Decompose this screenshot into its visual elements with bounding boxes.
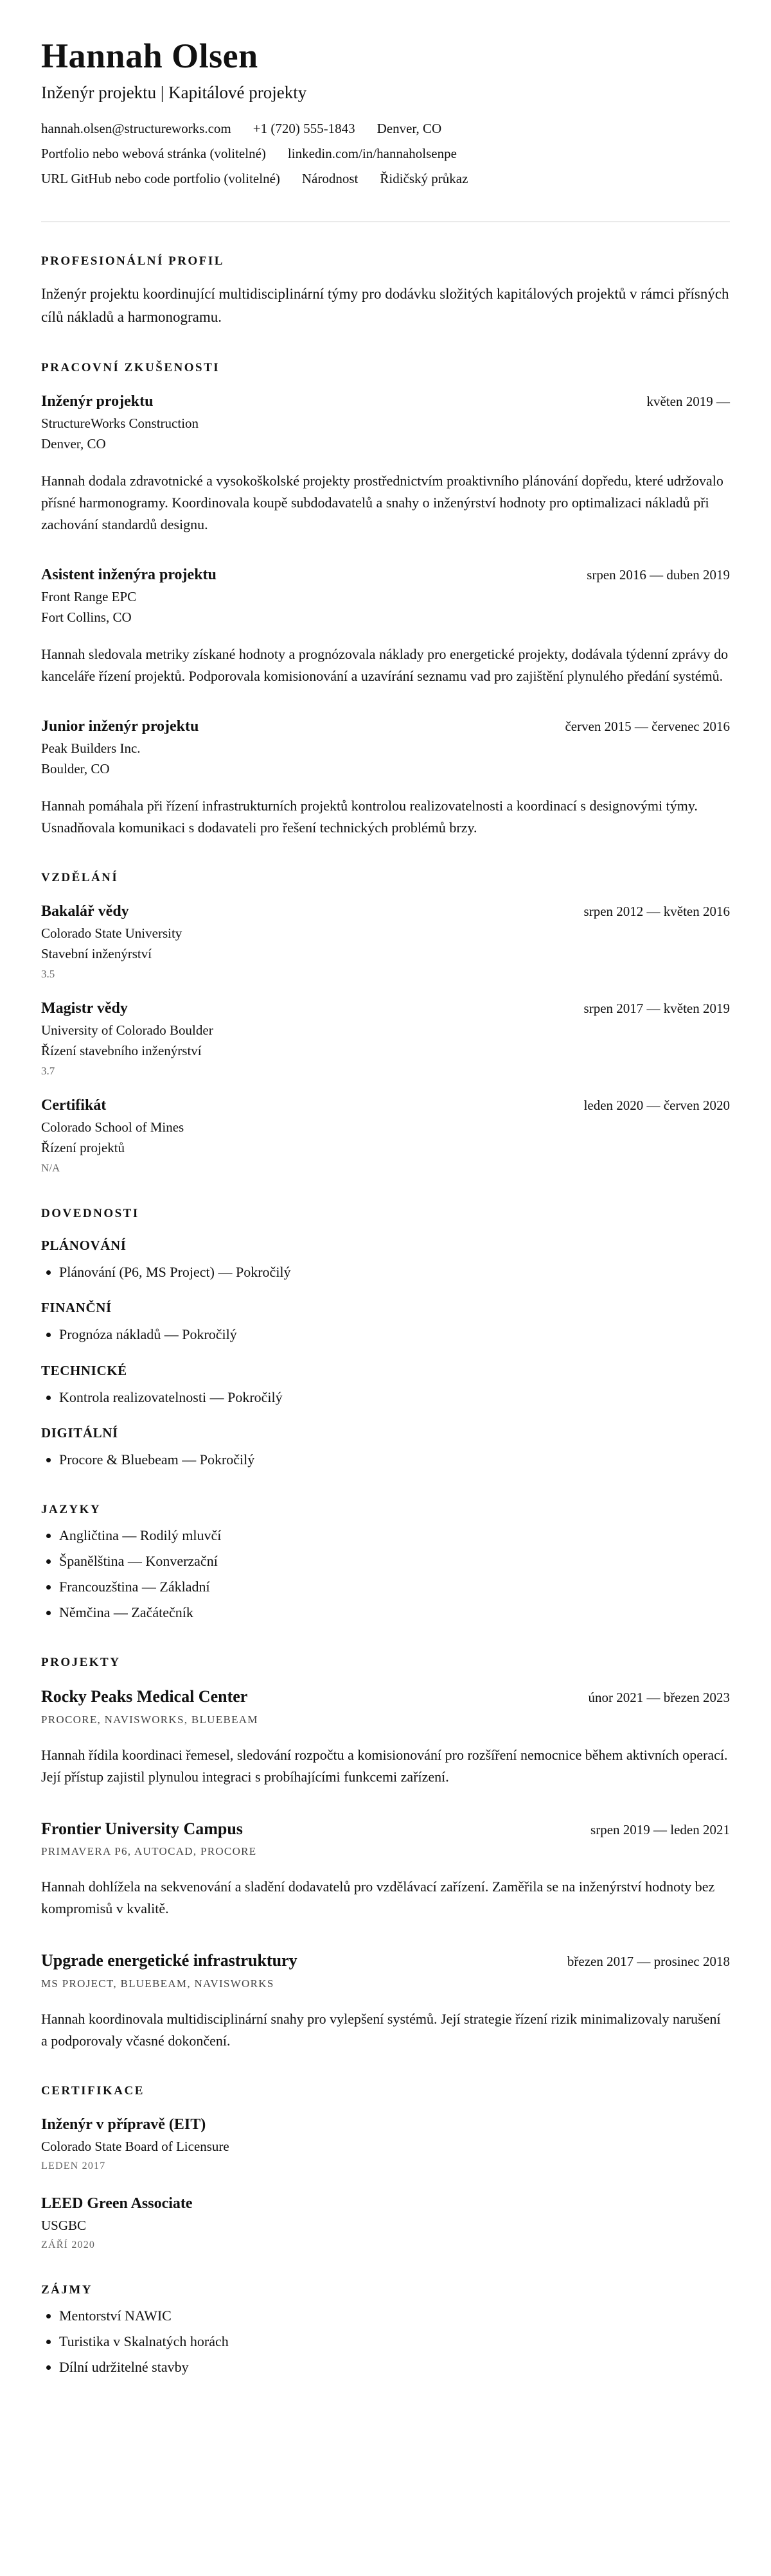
job-location: Boulder, CO <box>41 761 110 777</box>
education-gpa: 3.5 <box>41 968 55 981</box>
contact-row-1 <box>41 121 730 137</box>
project-entry-header <box>41 1687 730 1708</box>
job-title: Asistent inženýra projektu <box>41 566 217 583</box>
education-school: Colorado State University <box>41 925 182 942</box>
project-entry <box>41 1687 730 1788</box>
job-description: Hannah pomáhala při řízení infrastrukturních projektů kontrolou realizovatelnosti a koordinací s designovými týmy. Usnadňovala komunikaci s dodavateli pro řešení technických problémů brzy. <box>41 798 698 836</box>
section-languages <box>41 1503 730 1624</box>
contact-github: URL GitHub nebo code portfolio (volitelné) <box>41 171 280 187</box>
job-title: Junior inženýr projektu <box>41 718 199 735</box>
skill-list <box>41 1261 730 1283</box>
job-entry <box>41 565 730 687</box>
section-certifications <box>41 2084 730 2251</box>
certification-name: Inženýr v přípravě (EIT) <box>41 2116 206 2134</box>
skill-category <box>41 1425 730 1471</box>
interest-item: • Dílní udržitelné stavby <box>59 2356 730 2378</box>
education-field: Stavební inženýrství <box>41 946 152 962</box>
interest-list <box>41 2305 730 2378</box>
education-gpa: N/A <box>41 1162 60 1175</box>
candidate-title: Inženýr projektu | Kapitálové projekty <box>41 83 307 103</box>
job-entry-header <box>41 717 730 736</box>
education-entry-header <box>41 902 730 921</box>
section-heading-education: VZDĚLÁNÍ <box>41 871 119 885</box>
certification-date: ZÁŘÍ 2020 <box>41 2239 96 2251</box>
job-company: Peak Builders Inc. <box>41 740 141 757</box>
certification-entry <box>41 2194 730 2251</box>
job-entry <box>41 392 730 536</box>
education-entry <box>41 902 730 981</box>
project-dates: březen 2017 — prosinec 2018 <box>567 1954 730 1970</box>
language-item: • Angličtina — Rodilý mluvčí <box>59 1525 730 1546</box>
job-company: StructureWorks Construction <box>41 415 199 431</box>
skill-list <box>41 1387 730 1408</box>
job-entry <box>41 717 730 839</box>
contact-location: Denver, CO <box>377 121 442 137</box>
education-entry <box>41 1096 730 1175</box>
section-heading-profile: PROFESIONÁLNÍ PROFIL <box>41 254 224 268</box>
degree-title: Magistr vědy <box>41 1000 128 1017</box>
skill-list <box>41 1449 730 1471</box>
job-entry-header <box>41 565 730 584</box>
skill-category-name: FINANČNÍ <box>41 1300 112 1316</box>
contact-email: hannah.olsen@structureworks.com <box>41 121 231 137</box>
job-dates: srpen 2016 — duben 2019 <box>587 566 730 583</box>
job-dates: červen 2015 — červenec 2016 <box>565 719 730 735</box>
education-field: Řízení stavebního inženýrství <box>41 1043 202 1059</box>
section-heading-experience: PRACOVNÍ ZKUŠENOSTI <box>41 360 220 374</box>
project-description: Hannah řídila koordinaci řemesel, sledování rozpočtu a komisionování pro rozšíření nemocnice během aktivních operací. Její přístup zajistil plynulou integraci s probíhajícími funkcemi zařízení. <box>41 1746 728 1785</box>
project-dates: únor 2021 — březen 2023 <box>588 1690 730 1706</box>
contact-block <box>41 121 730 187</box>
certification-name: LEED Green Associate <box>41 2195 193 2212</box>
skill-category-name: TECHNICKÉ <box>41 1362 127 1378</box>
education-dates: srpen 2012 — květen 2016 <box>583 904 730 920</box>
section-interests <box>41 2283 730 2378</box>
project-description: Hannah koordinovala multidisciplinární snahy pro vylepšení systémů. Její strategie řízení rizik minimalizovaly narušení a podporovaly včasné dokončení. <box>41 2010 721 2049</box>
job-location: Denver, CO <box>41 435 106 451</box>
education-dates: srpen 2017 — květen 2019 <box>583 1001 730 1017</box>
profile-text: Inženýr projektu koordinující multidisciplinární týmy pro dodávku složitých kapitálových projektů v rámci přísných cílů nákladů a harmonogramu. <box>41 286 729 326</box>
education-dates: leden 2020 — červen 2020 <box>583 1098 730 1114</box>
project-dates: srpen 2019 — leden 2021 <box>590 1821 730 1837</box>
language-item: • Francouzština — Základní <box>59 1576 730 1598</box>
education-gpa: 3.7 <box>41 1065 55 1078</box>
candidate-name: Hannah Olsen <box>41 37 258 75</box>
education-entry-header <box>41 999 730 1018</box>
contact-row-2 <box>41 146 730 162</box>
skill-item: • Kontrola realizovatelnosti — Pokročilý <box>59 1387 730 1408</box>
contact-driving-license: Řidičský průkaz <box>380 171 468 187</box>
language-list <box>41 1525 730 1624</box>
education-entry <box>41 999 730 1078</box>
job-description: Hannah sledovala metriky získané hodnoty a prognózovala náklady pro energetické projekty, dodávala týdenní zprávy do kanceláře řízení projektů. Podporovala komisionování a uzavírání seznamu vad pro zajištění plynulého předání systémů. <box>41 645 729 685</box>
project-name: Upgrade energetické infrastruktury <box>41 1951 297 1970</box>
project-tools: PROCORE, NAVISWORKS, BLUEBEAM <box>41 1713 258 1726</box>
skill-category-name: DIGITÁLNÍ <box>41 1424 118 1441</box>
certification-date: LEDEN 2017 <box>41 2160 106 2172</box>
skill-category <box>41 1238 730 1283</box>
education-entry-header <box>41 1096 730 1115</box>
section-skills <box>41 1207 730 1470</box>
skill-item: • Procore & Bluebeam — Pokročilý <box>59 1449 730 1471</box>
interest-item: • Turistika v Skalnatých horách <box>59 2331 730 2353</box>
language-item: • Španělština — Konverzační <box>59 1550 730 1572</box>
job-dates: květen 2019 — <box>646 393 730 409</box>
section-profile <box>41 254 730 328</box>
certification-entry <box>41 2115 730 2172</box>
project-entry <box>41 1819 730 1920</box>
section-heading-certifications: CERTIFIKACE <box>41 2084 145 2098</box>
project-tools: MS PROJECT, BLUEBEAM, NAVISWORKS <box>41 1977 274 1990</box>
project-entry-header <box>41 1819 730 1840</box>
interest-item: • Mentorství NAWIC <box>59 2305 730 2327</box>
project-name: Rocky Peaks Medical Center <box>41 1687 248 1706</box>
contact-linkedin: linkedin.com/in/hannaholsenpe <box>287 146 457 162</box>
education-school: University of Colorado Boulder <box>41 1022 213 1038</box>
project-name: Frontier University Campus <box>41 1819 243 1838</box>
section-education <box>41 871 730 1175</box>
job-company: Front Range EPC <box>41 588 137 604</box>
job-location: Fort Collins, CO <box>41 609 132 625</box>
contact-nationality: Národnost <box>301 171 359 187</box>
job-title: Inženýr projektu <box>41 392 154 410</box>
project-description: Hannah dohlížela na sekvenování a sladění dodavatelů pro vzdělávací zařízení. Zaměřila se na inženýrství hodnoty bez kompromisů v kvalitě. <box>41 1879 715 1917</box>
skill-category <box>41 1363 730 1408</box>
certification-issuer: USGBC <box>41 2218 87 2234</box>
education-field: Řízení projektů <box>41 1140 125 1156</box>
project-entry-header <box>41 1950 730 1972</box>
section-projects <box>41 1656 730 2052</box>
section-experience <box>41 361 730 839</box>
section-heading-languages: JAZYKY <box>41 1502 102 1516</box>
skill-category-name: PLÁNOVÁNÍ <box>41 1238 127 1254</box>
job-description: Hannah dodala zdravotnické a vysokoškolské projekty prostřednictvím proaktivního plánování dopředu, které udržovalo přísné harmonogramy. Koordinovala koupě subdodavatelů a snahy o inženýrství hodnoty pro optimalizaci nákladů při zachování standardů designu. <box>41 472 723 532</box>
skill-item: • Plánování (P6, MS Project) — Pokročilý <box>59 1261 730 1283</box>
degree-title: Bakalář vědy <box>41 903 129 920</box>
section-heading-interests: ZÁJMY <box>41 2283 93 2297</box>
contact-phone: +1 (720) 555-1843 <box>253 121 355 137</box>
degree-title: Certifikát <box>41 1097 107 1114</box>
section-heading-projects: PROJEKTY <box>41 1656 121 1670</box>
contact-portfolio: Portfolio nebo webová stránka (volitelné) <box>41 146 266 162</box>
certification-issuer: Colorado State Board of Licensure <box>41 2139 229 2155</box>
education-school: Colorado School of Mines <box>41 1119 184 1135</box>
skill-list <box>41 1324 730 1345</box>
resume-header <box>41 37 730 187</box>
skill-item: • Prognóza nákladů — Pokročilý <box>59 1324 730 1345</box>
project-tools: PRIMAVERA P6, AUTOCAD, PROCORE <box>41 1845 257 1858</box>
section-heading-skills: DOVEDNOSTI <box>41 1207 139 1221</box>
language-item: • Němčina — Začátečník <box>59 1602 730 1624</box>
job-entry-header <box>41 392 730 411</box>
project-entry <box>41 1950 730 2052</box>
contact-row-3 <box>41 171 730 187</box>
skill-category <box>41 1300 730 1345</box>
